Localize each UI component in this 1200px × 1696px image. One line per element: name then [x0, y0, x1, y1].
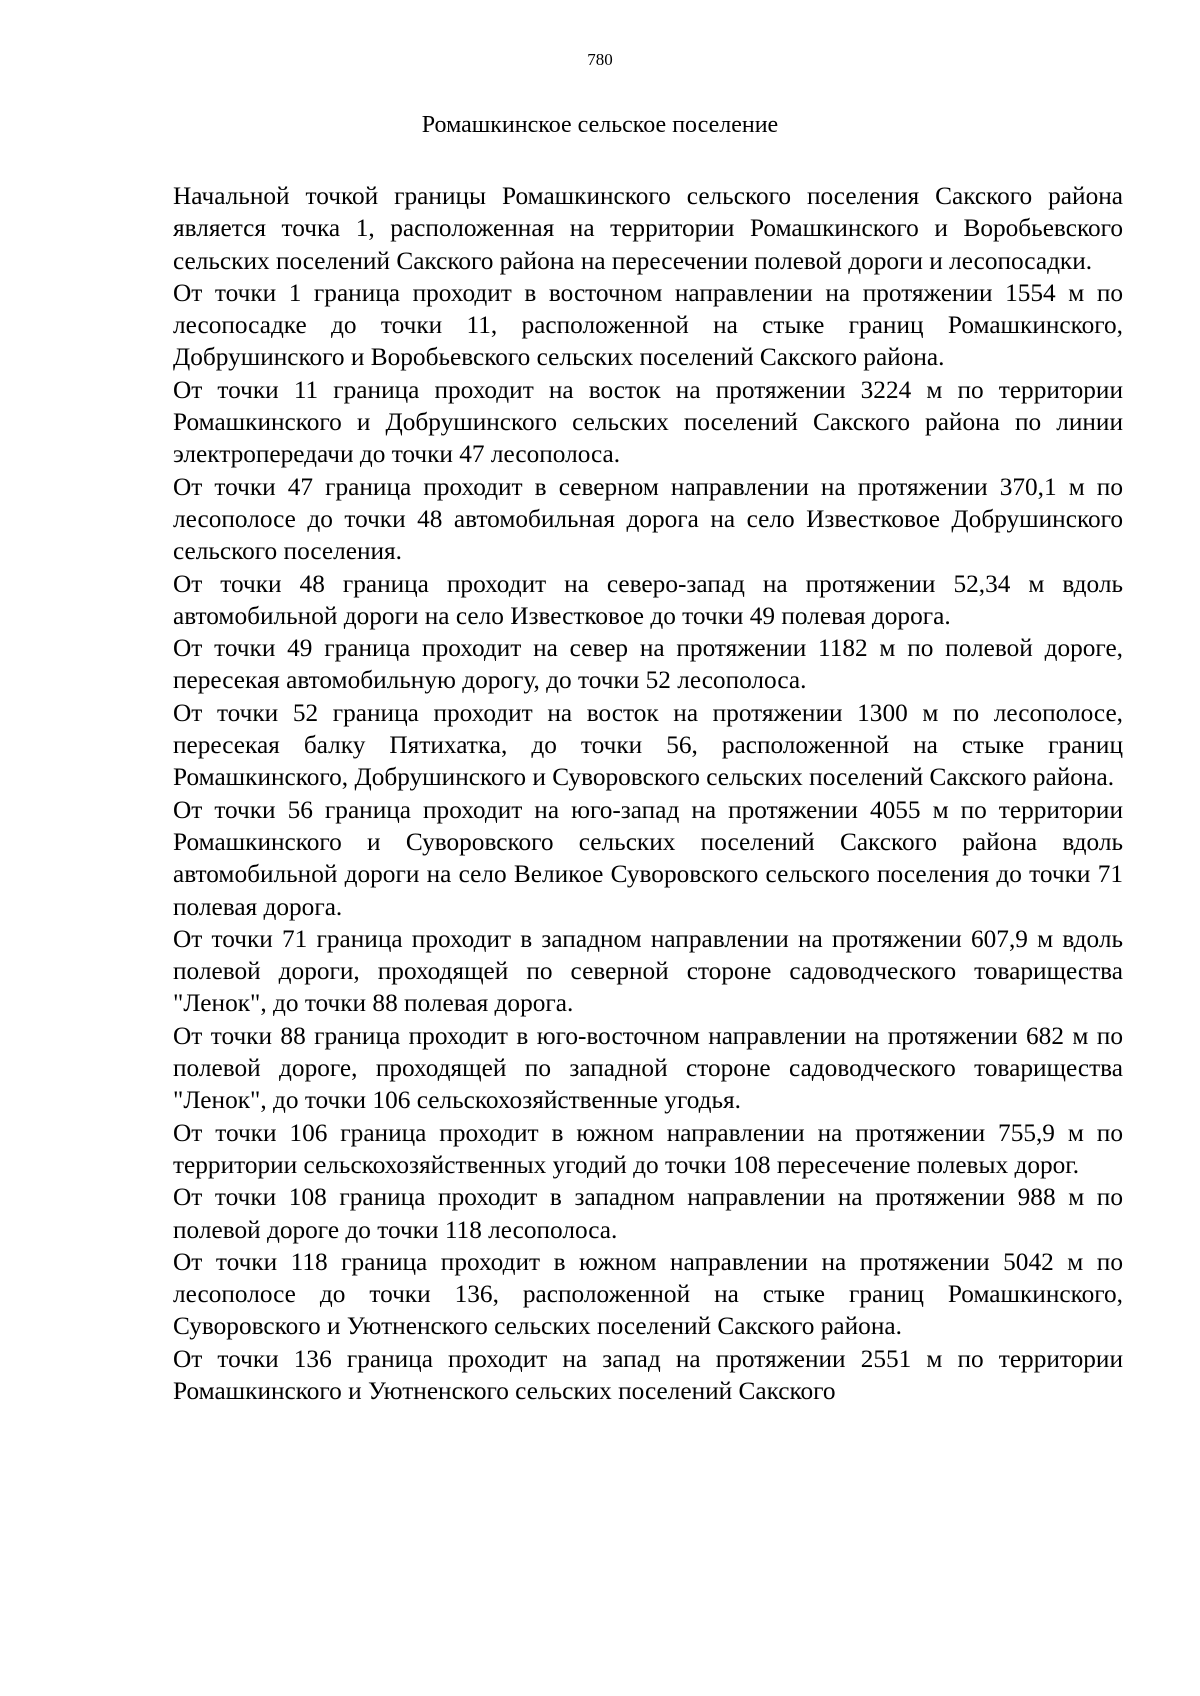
- paragraph: От точки 56 граница проходит на юго-запад на протяжении 4055 м по территории Ромашкинского и Суворовского сельских поселений Сакского района вдоль автомобильной дороги на село Великое Суворовского сельского поселения до точки 71 полевая дорога.: [173, 795, 1123, 921]
- paragraph: От точки 118 граница проходит в южном направлении на протяжении 5042 м по лесополосе до точки 136, расположенной на стыке границ Ромашкинского, Суворовского и Уютненского сельских поселений Сакского района.: [173, 1247, 1123, 1341]
- page-number: 780: [587, 50, 613, 69]
- paragraph: Начальной точкой границы Ромашкинского сельского поселения Сакского района является точка 1, расположенная на территории Ромашкинского и Воробьевского сельских поселений Сакского района на пересечении полевой дороги и лесопосадки.: [173, 182, 1123, 275]
- paragraph: От точки 136 граница проходит на запад на протяжении 2551 м по территории Ромашкинского и Уютненского сельских поселений Сакского: [173, 1344, 1123, 1405]
- paragraph: От точки 88 граница проходит в юго-восточном направлении на протяжении 682 м по полевой дороге, проходящей по западной стороне садоводческого товарищества "Ленок", до точки 106 сельскохозяйственные угодья.: [173, 1021, 1123, 1115]
- paragraph: От точки 1 граница проходит в восточном направлении на протяжении 1554 м по лесопосадке до точки 11, расположенной на стыке границ Ромашкинского, Добрушинского и Воробьевского сельских поселений Сакского района.: [173, 278, 1123, 372]
- document-body: [173, 180, 1123, 1407]
- paragraph: От точки 108 граница проходит в западном направлении на протяжении 988 м по полевой дороге до точки 118 лесополоса.: [173, 1183, 1123, 1244]
- document-title: Ромашкинское сельское поселение: [421, 112, 779, 138]
- paragraph: От точки 52 граница проходит на восток на протяжении 1300 м по лесополосе, пересекая балку Пятихатка, до точки 56, расположенной на стыке границ Ромашкинского, Добрушинского и Суворовского сельских поселений Сакского района.: [173, 698, 1123, 792]
- paragraph: От точки 11 граница проходит на восток на протяжении 3224 м по территории Ромашкинского и Добрушинского сельских поселений Сакского района по линии электропередачи до точки 47 лесополоса.: [173, 375, 1123, 469]
- paragraph: От точки 71 граница проходит в западном направлении на протяжении 607,9 м вдоль полевой дороги, проходящей по северной стороне садоводческого товарищества "Ленок", до точки 88 полевая дорога.: [173, 924, 1123, 1018]
- paragraph: От точки 49 граница проходит на север на протяжении 1182 м по полевой дороге, пересекая автомобильную дорогу, до точки 52 лесополоса.: [173, 634, 1123, 695]
- paragraph: От точки 106 граница проходит в южном направлении на протяжении 755,9 м по территории сельскохозяйственных угодий до точки 108 пересечение полевых дорог.: [173, 1118, 1123, 1179]
- paragraph: От точки 48 граница проходит на северо-запад на протяжении 52,34 м вдоль автомобильной дороги на село Известковое до точки 49 полевая дорога.: [173, 569, 1123, 630]
- paragraph: От точки 47 граница проходит в северном направлении на протяжении 370,1 м по лесополосе до точки 48 автомобильная дорога на село Известковое Добрушинского сельского поселения.: [173, 472, 1123, 566]
